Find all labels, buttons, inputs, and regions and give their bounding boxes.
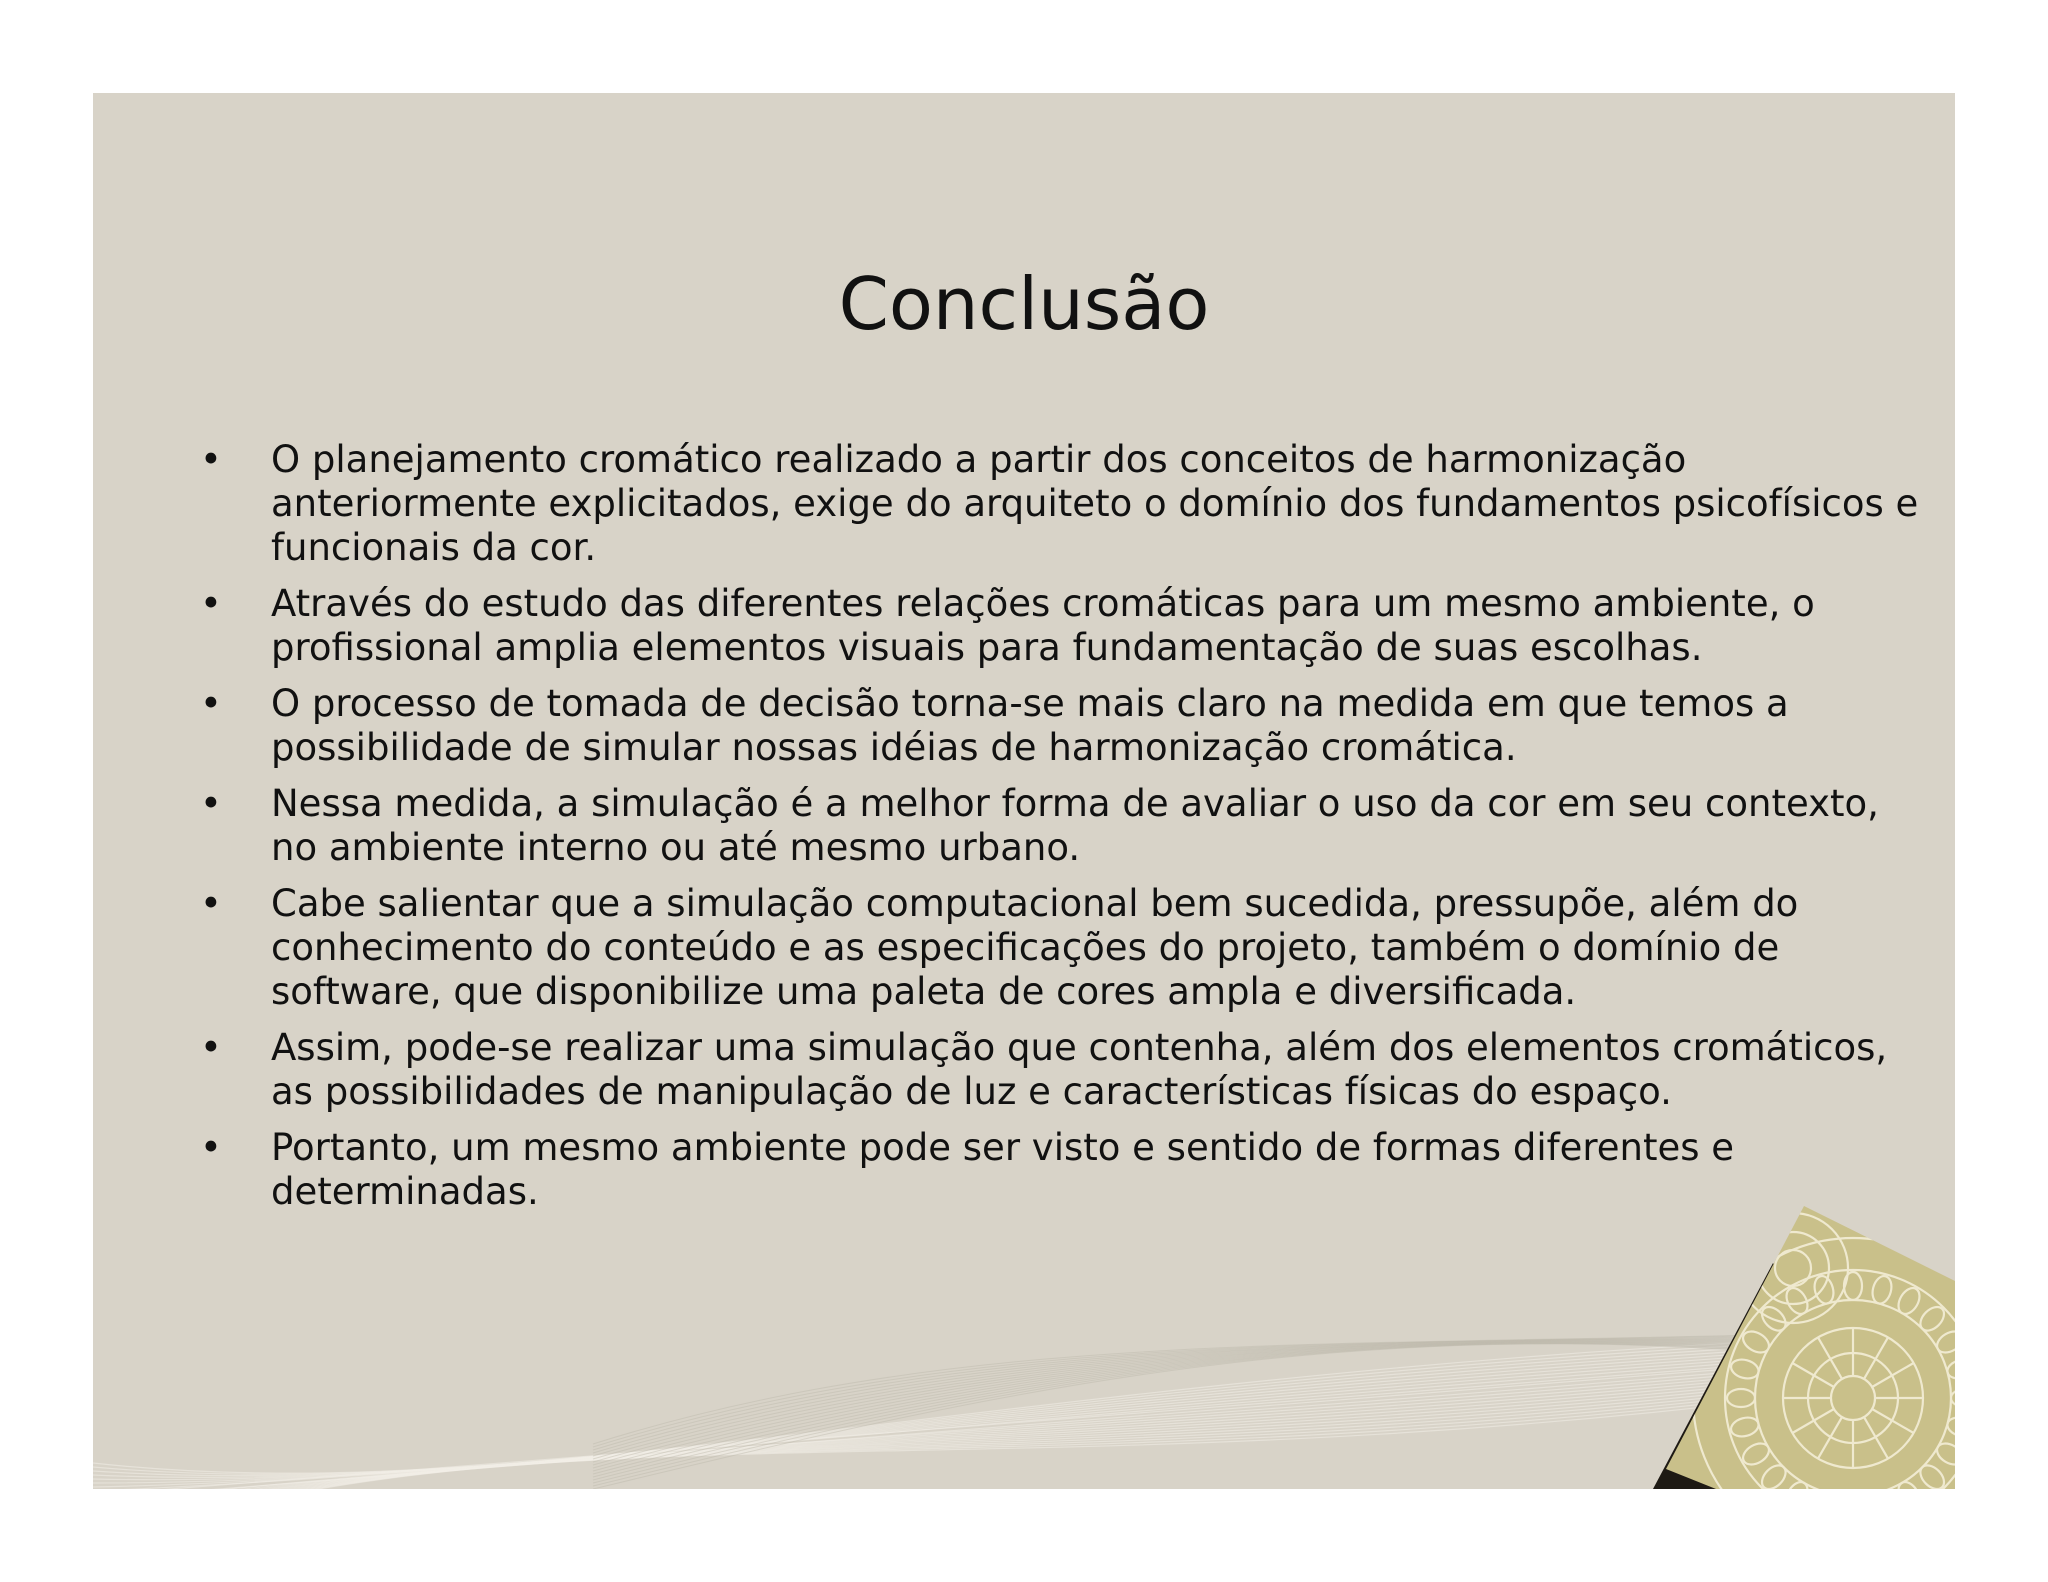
bullet-text: Portanto, um mesmo ambiente pode ser visto e sentido de formas diferentes e determinadas.	[271, 1126, 1735, 1213]
list-item	[200, 438, 1920, 570]
list-item	[200, 782, 1920, 870]
bullet-text: Nessa medida, a simulação é a melhor forma de avaliar o uso da cor em seu contexto, no ambiente interno ou até mesmo urbano.	[271, 782, 1879, 869]
bullet-dot-icon: •	[200, 782, 222, 825]
bullet-text: O processo de tomada de decisão torna-se mais claro na medida em que temos a possibilidade de simular nossas idéias de harmonização cromática.	[271, 682, 1789, 769]
list-item	[200, 882, 1920, 1014]
bullet-dot-icon: •	[200, 582, 222, 625]
list-item	[200, 582, 1920, 670]
bullet-dot-icon: •	[200, 1026, 222, 1069]
page-title: Conclusão	[838, 262, 1210, 346]
bullet-dot-icon: •	[200, 438, 222, 481]
bullet-dot-icon: •	[200, 882, 222, 925]
list-item	[200, 1026, 1920, 1114]
slide	[93, 93, 1955, 1489]
bullet-text: Através do estudo das diferentes relações cromáticas para um mesmo ambiente, o profissional amplia elementos visuais para fundamentação de suas escolhas.	[271, 582, 1815, 669]
bullet-text: Assim, pode-se realizar uma simulação que contenha, além dos elementos cromáticos, as possibilidades de manipulação de luz e características físicas do espaço.	[271, 1026, 1888, 1113]
list-item	[200, 1126, 1920, 1214]
list-item	[200, 682, 1920, 770]
bullet-text: Cabe salientar que a simulação computacional bem sucedida, pressupõe, além do conhecimento do conteúdo e as especificações do projeto, também o domínio de software, que disponibilize uma paleta de cores ampla e diversificada.	[271, 882, 1799, 1013]
bullet-text: O planejamento cromático realizado a partir dos conceitos de harmonização anteriormente explicitados, exige do arquiteto o domínio dos fundamentos psicofísicos e funcionais da cor.	[271, 438, 1919, 569]
bullet-dot-icon: •	[200, 682, 222, 725]
bullet-dot-icon: •	[200, 1126, 222, 1169]
bullet-list	[200, 438, 1920, 1226]
